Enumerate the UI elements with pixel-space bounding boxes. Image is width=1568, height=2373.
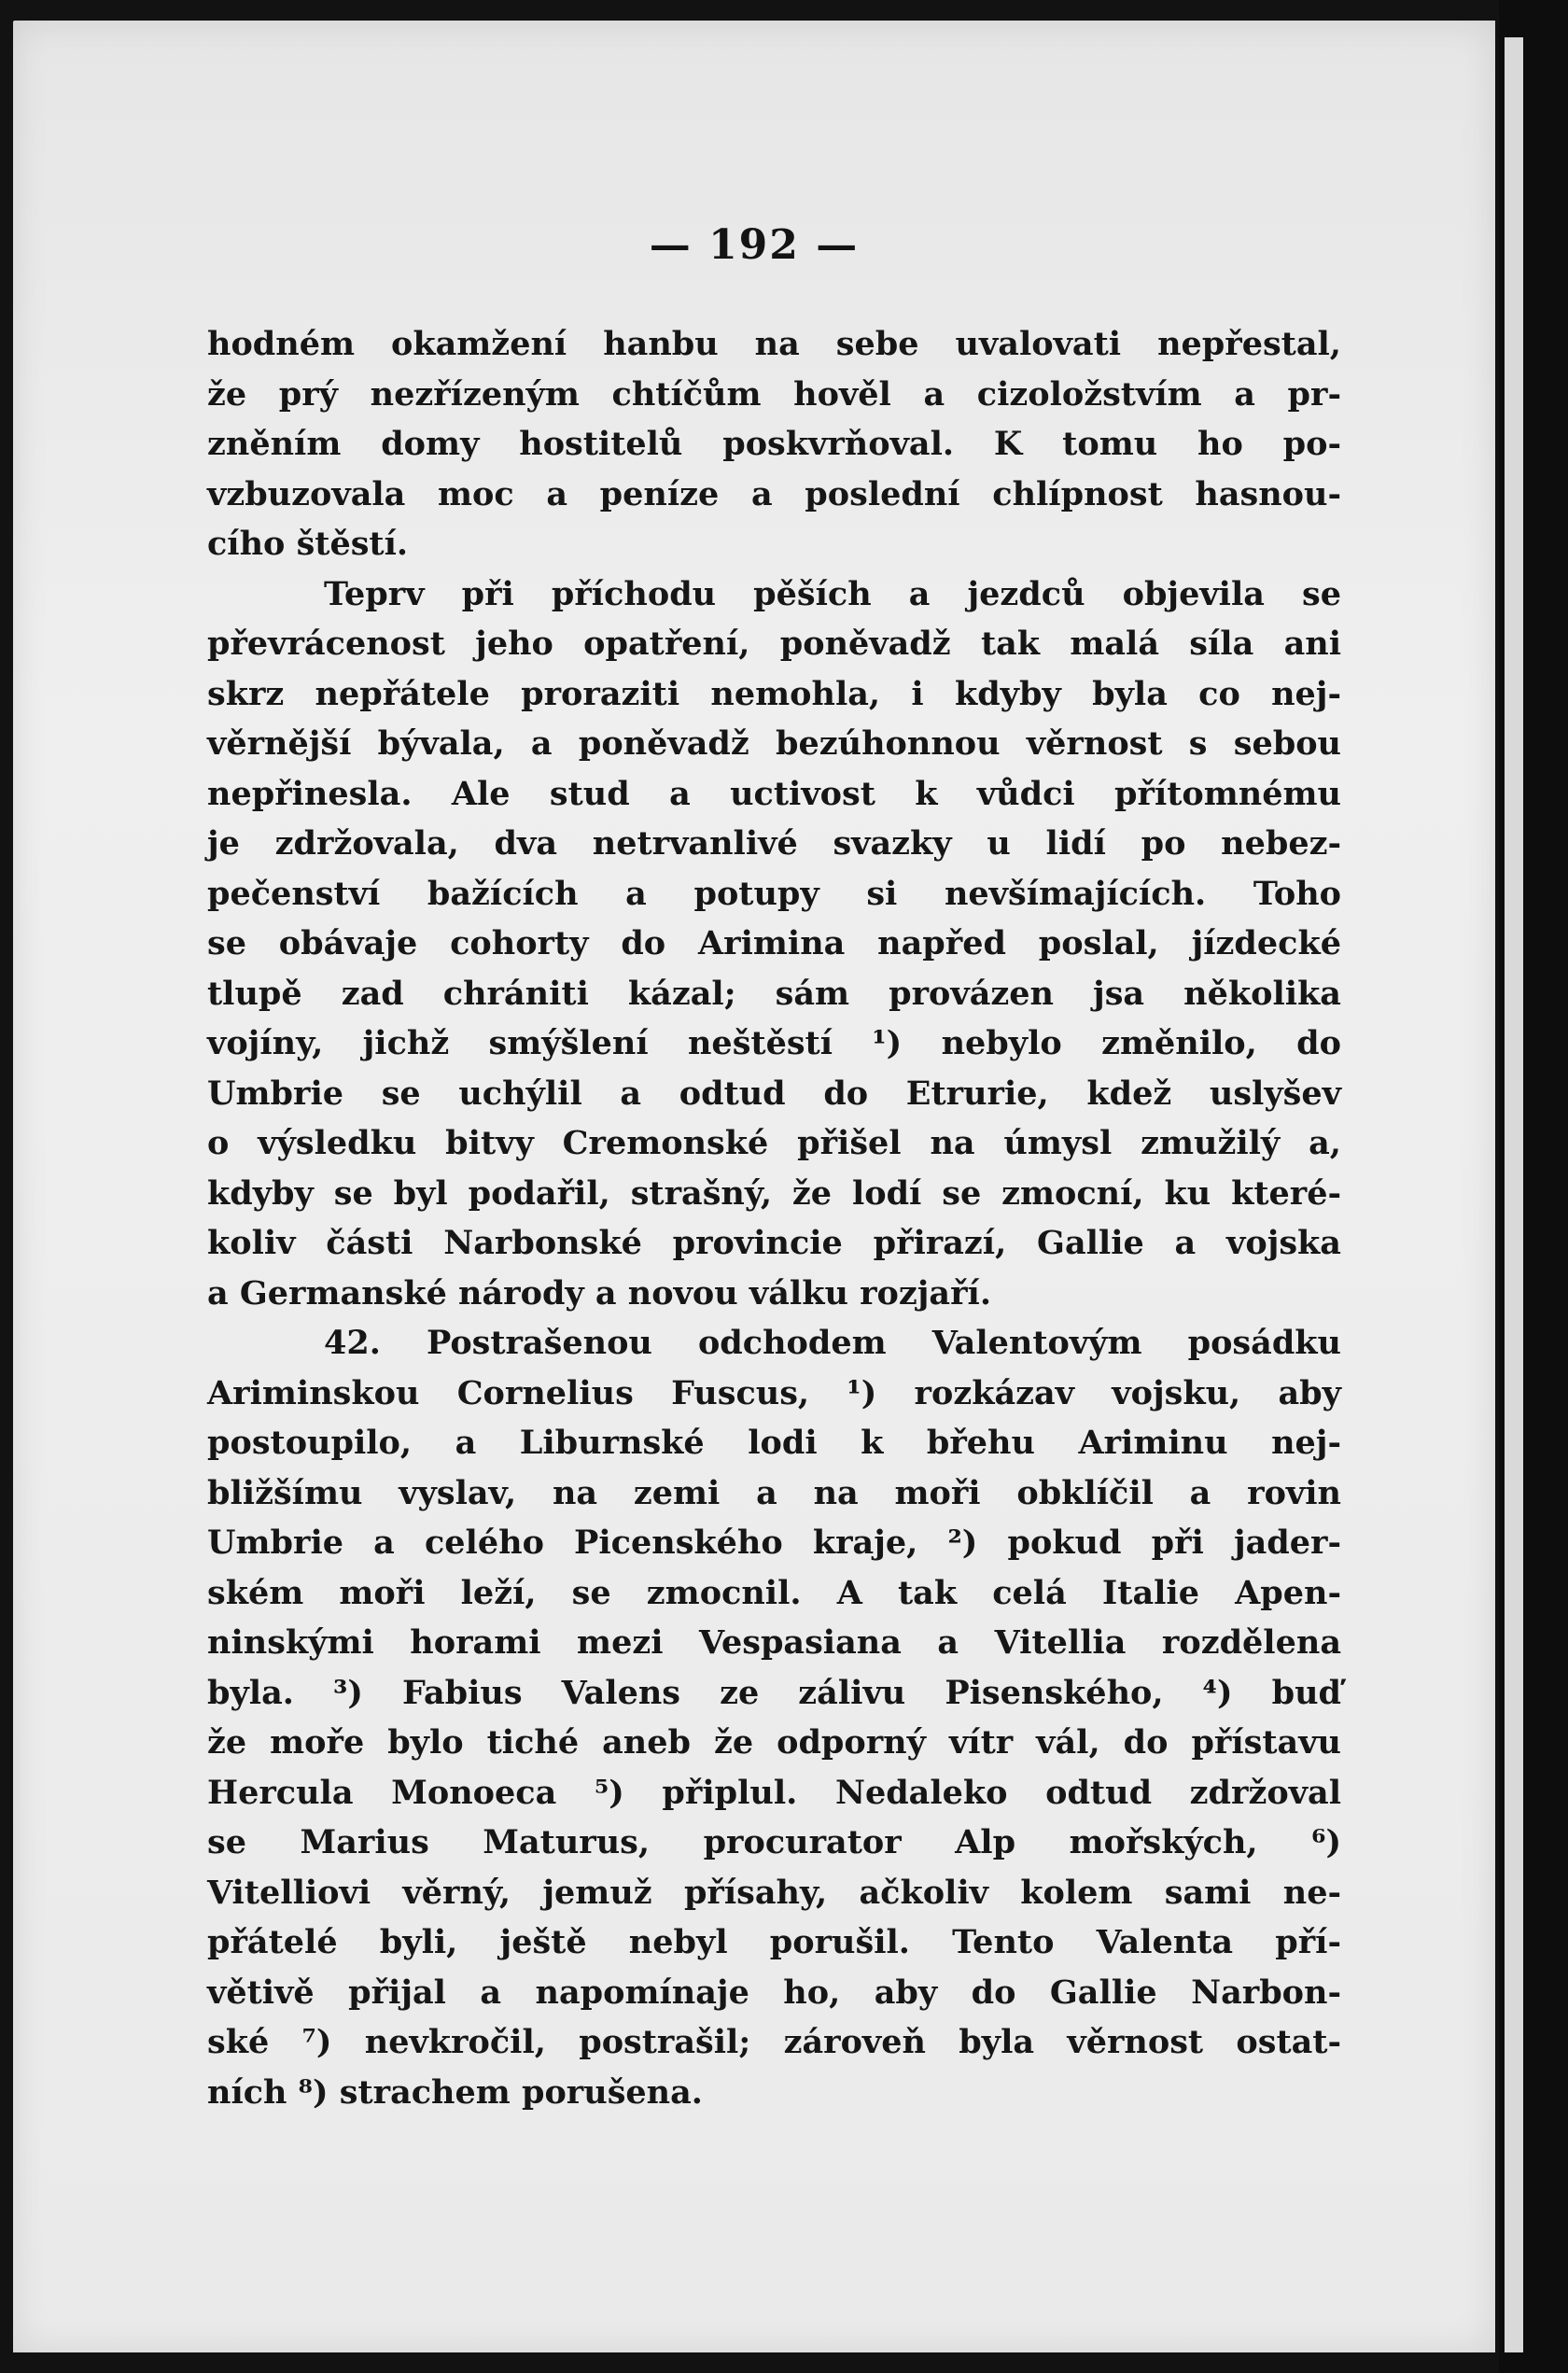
text-line: Teprv při příchodu pěších a jezdců objevila se (324, 574, 1341, 613)
text-line: vojíny, jichž smýšlení neštěstí ¹) nebylo změnilo, do (207, 1024, 1341, 1062)
text-line: Umbrie a celého Picenského kraje, ²) pokud při jader- (207, 1523, 1341, 1562)
text-line: ních ⁸) strachem porušena. (207, 2072, 703, 2112)
text-line: se obávaje cohorty do Arimina napřed poslal, jízdecké (207, 924, 1341, 962)
text-line: Vitelliovi věrný, jemuž přísahy, ačkoliv kolem sami ne- (207, 1873, 1341, 1912)
text-line: postoupilo, a Liburnské lodi k břehu Ariminu nej- (207, 1424, 1341, 1462)
text-line: vzbuzovala moc a peníze a poslední chlípnost hasnou- (207, 474, 1341, 513)
text-line: hodném okamžení hanbu na sebe uvalovati nepřestal, (207, 325, 1341, 363)
text-line: že moře bylo tiché aneb že odporný vítr vál, do přístavu (207, 1723, 1341, 1762)
text-line: ském moři leží, se zmocnil. A tak celá Italie Apen- (207, 1573, 1341, 1612)
text-line: bližšímu vyslav, na zemi a na moři obklíčil a rovin (207, 1473, 1341, 1512)
text-line: pečenství bažících a potupy si nevšímajících. Toho (207, 874, 1341, 913)
text-line: větivě přijal a napomínaje ho, aby do Gallie Narbon- (207, 1973, 1341, 2012)
text-line: a Germanské národy a novou válku rozjaří. (207, 1273, 992, 1313)
text-line: cího štěstí. (207, 525, 409, 563)
text-line: se Marius Maturus, procurator Alp mořských, ⁶) (207, 1823, 1341, 1861)
text-line: ninskými horami mezi Vespasiana a Vitellia rozdělena (207, 1623, 1341, 1662)
text-line: Umbrie se uchýlil a odtud do Etrurie, kdež uslyšev (207, 1074, 1341, 1113)
body-text (207, 319, 1341, 2117)
text-line: že prý nezřízeným chtíčům hověl a cizoložstvím a pr- (207, 374, 1341, 414)
next-page-edge (1505, 37, 1523, 2352)
text-line: kdyby se byl podařil, strašný, že lodí se zmocní, ku které- (207, 1173, 1341, 1213)
text-line: Ariminskou Cornelius Fuscus, ¹) rozkázav vojsku, aby (207, 1373, 1341, 1412)
text-line: o výsledku bitvy Cremonské přišel na úmysl zmužilý a, (207, 1124, 1341, 1162)
text-line: 42. Postrašenou odchodem Valentovým posádku (324, 1324, 1341, 1362)
text-line: zněním domy hostitelů poskvrňoval. K tomu ho po- (207, 425, 1341, 463)
text-line: byla. ³) Fabius Valens ze zálivu Pisenského, ⁴) buď (207, 1673, 1341, 1712)
page-number: — 192 — (649, 221, 860, 269)
text-line: ské ⁷) nevkročil, postrašil; zároveň byla věrnost ostat- (207, 2023, 1341, 2061)
text-line: je zdržovala, dva netrvanlivé svazky u lidí po nebez- (207, 824, 1341, 863)
text-line: nepřinesla. Ale stud a uctivost k vůdci přítomnému (207, 774, 1341, 813)
text-line: převrácenost jeho opatření, poněvadž tak malá síla ani (207, 625, 1341, 663)
text-line: věrnější bývala, a poněvadž bezúhonnou věrnost s sebou (207, 724, 1341, 763)
text-line: skrz nepřátele proraziti nemohla, i kdyby byla co nej- (207, 674, 1341, 713)
text-line: Hercula Monoeca ⁵) připlul. Nedaleko odtud zdržoval (207, 1773, 1341, 1812)
text-line: tlupě zad chrániti kázal; sám provázen jsa několika (207, 974, 1341, 1013)
text-line: koliv části Narbonské provincie přirazí, Gallie a vojska (207, 1224, 1341, 1262)
text-line: přátelé byli, ještě nebyl porušil. Tento Valenta pří- (207, 1923, 1341, 1961)
book-page (13, 21, 1495, 2352)
